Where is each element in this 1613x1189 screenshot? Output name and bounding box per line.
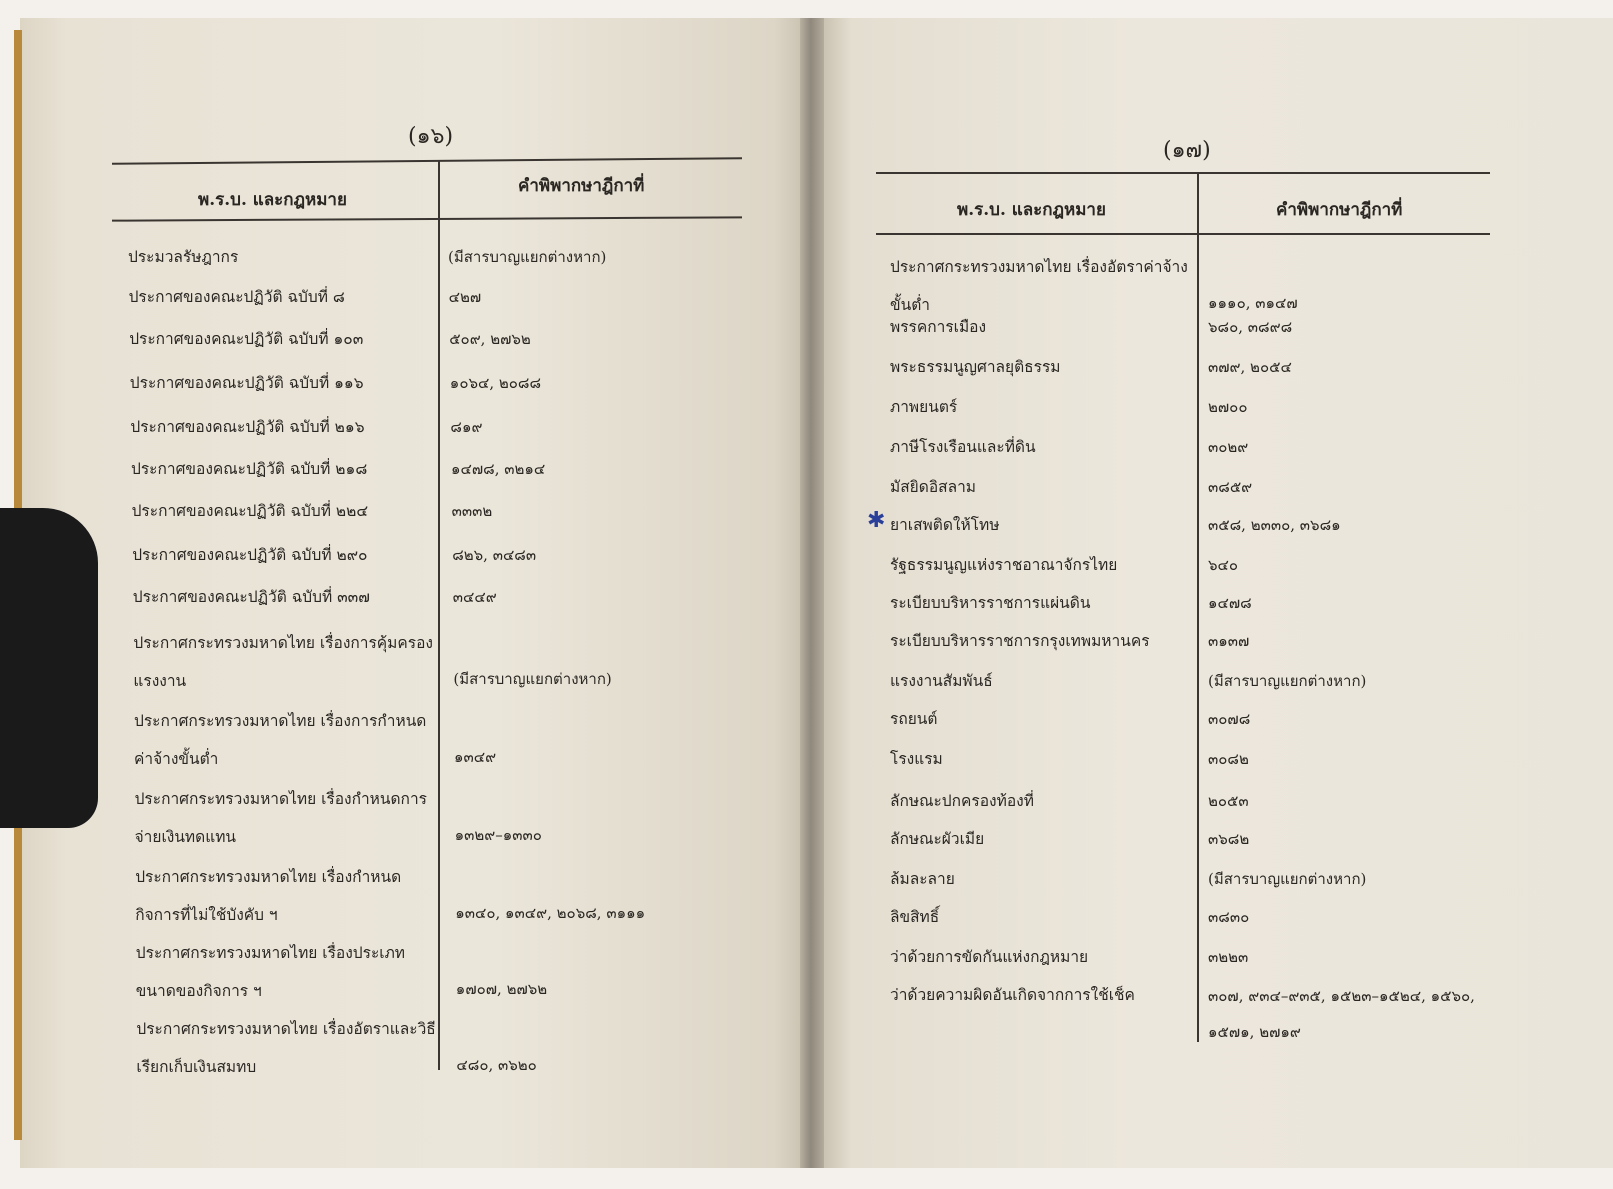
entry-ruling: ๑๔๗๘, ๓๒๑๔ (451, 460, 546, 478)
entry-ruling: ๓๐๘๒ (1208, 750, 1249, 768)
entry-ruling: ๑๓๔๙ (454, 748, 497, 766)
entry-ruling: (มีสารบาญแยกต่างหาก) (448, 248, 607, 266)
entry-law: ประกาศกระทรวงมหาดไทย เรื่องอัตราและวิธี เรียกเก็บเงินสมทบ (136, 1020, 436, 1076)
entry-ruling: ๑๑๑๐, ๓๑๔๗ (1208, 294, 1298, 312)
entry-law: แรงงานสัมพันธ์ (890, 672, 993, 690)
entry-law: ประกาศของคณะปฏิวัติ ฉบับที่ ๘ (128, 288, 345, 306)
entry-ruling: ๑๓๒๙–๑๓๓๐ (454, 826, 542, 844)
entry-ruling: ๒๐๕๓ (1208, 792, 1249, 810)
entry-ruling: (มีสารบาญแยกต่างหาก) (1208, 672, 1367, 690)
entry-law: ประกาศของคณะปฏิวัติ ฉบับที่ ๑๐๓ (129, 330, 364, 348)
header-top-rule-right (876, 172, 1490, 174)
entry-ruling: ๑๗๐๗, ๒๗๖๒ (455, 980, 548, 998)
ink-annotation-mark: ✱ (867, 508, 886, 533)
thumb-shadow (0, 508, 98, 828)
entry-ruling: ๓๒๒๓ (1208, 948, 1249, 966)
entry-law: ประกาศของคณะปฏิวัติ ฉบับที่ ๒๑๖ (130, 418, 365, 436)
entry-law: ประกาศของคณะปฏิวัติ ฉบับที่ ๒๑๘ (131, 460, 368, 478)
entry-law: ระเบียบบริหารราชการแผ่นดิน (890, 594, 1091, 612)
entry-ruling: ๓๓๓๒ (451, 502, 493, 520)
entry-ruling: ๓๖๘๒ (1208, 830, 1250, 848)
header-bottom-rule-right (876, 233, 1490, 235)
entry-ruling: ๔๒๗ (448, 288, 482, 306)
entry-ruling: (มีสารบาญแยกต่างหาก) (453, 670, 612, 688)
entry-law: ภาษีโรงเรือนและที่ดิน (890, 438, 1036, 456)
entry-ruling: ๑๐๖๔, ๒๐๘๘ (449, 374, 542, 392)
entry-ruling: ๓๔๔๙ (452, 588, 497, 606)
entry-law: ว่าด้วยความผิดอันเกิดจากการใช้เช็ค (890, 986, 1135, 1004)
entry-law: ลักษณะผัวเมีย (890, 830, 985, 848)
entry-law: รถยนต์ (890, 710, 938, 728)
entry-ruling: ๓๕๘, ๒๓๓๐, ๓๖๘๑ (1208, 516, 1341, 534)
header-law-left: พ.ร.บ. และกฎหมาย (198, 190, 347, 210)
entry-ruling: ๓๑๓๗ (1208, 632, 1250, 650)
entry-law: ล้มละลาย (890, 870, 955, 888)
entry-law: ว่าด้วยการขัดกันแห่งกฎหมาย (890, 948, 1089, 966)
entry-law: ประกาศกระทรวงมหาดไทย เรื่องกำหนดการ จ่ายเงินทดแทน (134, 790, 427, 846)
entry-ruling: ๘๒๖, ๓๔๘๓ (452, 546, 537, 564)
entry-law: รัฐธรรมนูญแห่งราชอาณาจักรไทย (890, 556, 1118, 574)
entry-ruling: ๓๐๗, ๙๓๔–๙๓๕, ๑๕๒๓–๑๕๒๔, ๑๕๖๐, ๑๕๗๑, ๒๗๑๙ (1208, 987, 1475, 1041)
entry-law: ลักษณะปกครองท้องที่ (890, 792, 1034, 810)
entry-law: พระธรรมนูญศาลยุติธรรม (890, 358, 1061, 376)
entry-ruling: ๖๘๐, ๓๘๙๘ (1208, 318, 1293, 336)
entry-ruling: (มีสารบาญแยกต่างหาก) (1208, 870, 1367, 888)
entry-law: มัสยิดอิสลาม (890, 478, 977, 496)
entry-law: ประกาศกระทรวงมหาดไทย เรื่องการกำหนด ค่าจ้างขั้นต่ำ (134, 712, 427, 768)
entry-law: ภาพยนตร์ (890, 398, 958, 416)
entry-law: ประมวลรัษฎากร (128, 248, 239, 266)
header-ruling-right: คำพิพากษาฎีกาที่ (1276, 200, 1403, 220)
entry-law: ลิขสิทธิ์ (890, 908, 940, 926)
entry-ruling: ๓๘๕๙ (1208, 478, 1253, 496)
header-law-right: พ.ร.บ. และกฎหมาย (957, 200, 1106, 220)
entry-law: โรงแรม (890, 750, 943, 768)
entry-ruling: ๖๔๐ (1208, 556, 1239, 574)
entry-law: ยาเสพติดให้โทษ (890, 516, 1000, 534)
entry-law: ประกาศกระทรวงมหาดไทย เรื่องอัตราค่าจ้าง ขั้นต่ำ (890, 258, 1188, 314)
entry-law: ระเบียบบริหารราชการกรุงเทพมหานคร (890, 632, 1150, 650)
entry-ruling: ๑๔๗๘ (1208, 594, 1252, 612)
entry-law: พรรคการเมือง (890, 318, 987, 336)
entry-law: ประกาศของคณะปฏิวัติ ฉบับที่ ๒๙๐ (132, 546, 368, 564)
entry-law: ประกาศกระทรวงมหาดไทย เรื่องการคุ้มครอง แรงงาน (133, 634, 433, 690)
entry-ruling: ๒๗๐๐ (1208, 398, 1248, 416)
entry-ruling: ๓๐๒๙ (1208, 438, 1249, 456)
page-number-left: (๑๖) (408, 124, 454, 149)
entry-ruling: ๓๐๗๘ (1208, 710, 1251, 728)
column-divider-right (1197, 172, 1199, 1042)
entry-ruling: ๕๐๙, ๒๗๖๒ (449, 330, 531, 348)
entry-ruling: ๔๘๐, ๓๖๒๐ (456, 1056, 537, 1074)
book-spine (800, 18, 824, 1168)
page-number-right: (๑๗) (1163, 138, 1211, 163)
entry-law: ประกาศของคณะปฏิวัติ ฉบับที่ ๓๓๗ (132, 588, 370, 606)
entry-law: ประกาศกระทรวงมหาดไทย เรื่องกำหนด กิจการที่ไม่ใช้บังคับ ฯ (135, 868, 402, 924)
entry-ruling: ๘๑๙ (450, 418, 483, 436)
entry-ruling: ๑๓๔๐, ๑๓๔๙, ๒๐๖๘, ๓๑๑๑ (455, 904, 646, 922)
header-ruling-left: คำพิพากษาฎีกาที่ (518, 176, 645, 196)
entry-law: ประกาศกระทรวงมหาดไทย เรื่องประเภท ขนาดของกิจการ ฯ (135, 944, 406, 1000)
column-divider-left (438, 160, 440, 1070)
entry-law: ประกาศของคณะปฏิวัติ ฉบับที่ ๑๑๖ (129, 374, 364, 392)
entry-law: ประกาศของคณะปฏิวัติ ฉบับที่ ๒๒๔ (131, 502, 369, 520)
entry-ruling: ๓๘๓๐ (1208, 908, 1250, 926)
entry-ruling: ๓๗๙, ๒๐๕๔ (1208, 358, 1292, 376)
